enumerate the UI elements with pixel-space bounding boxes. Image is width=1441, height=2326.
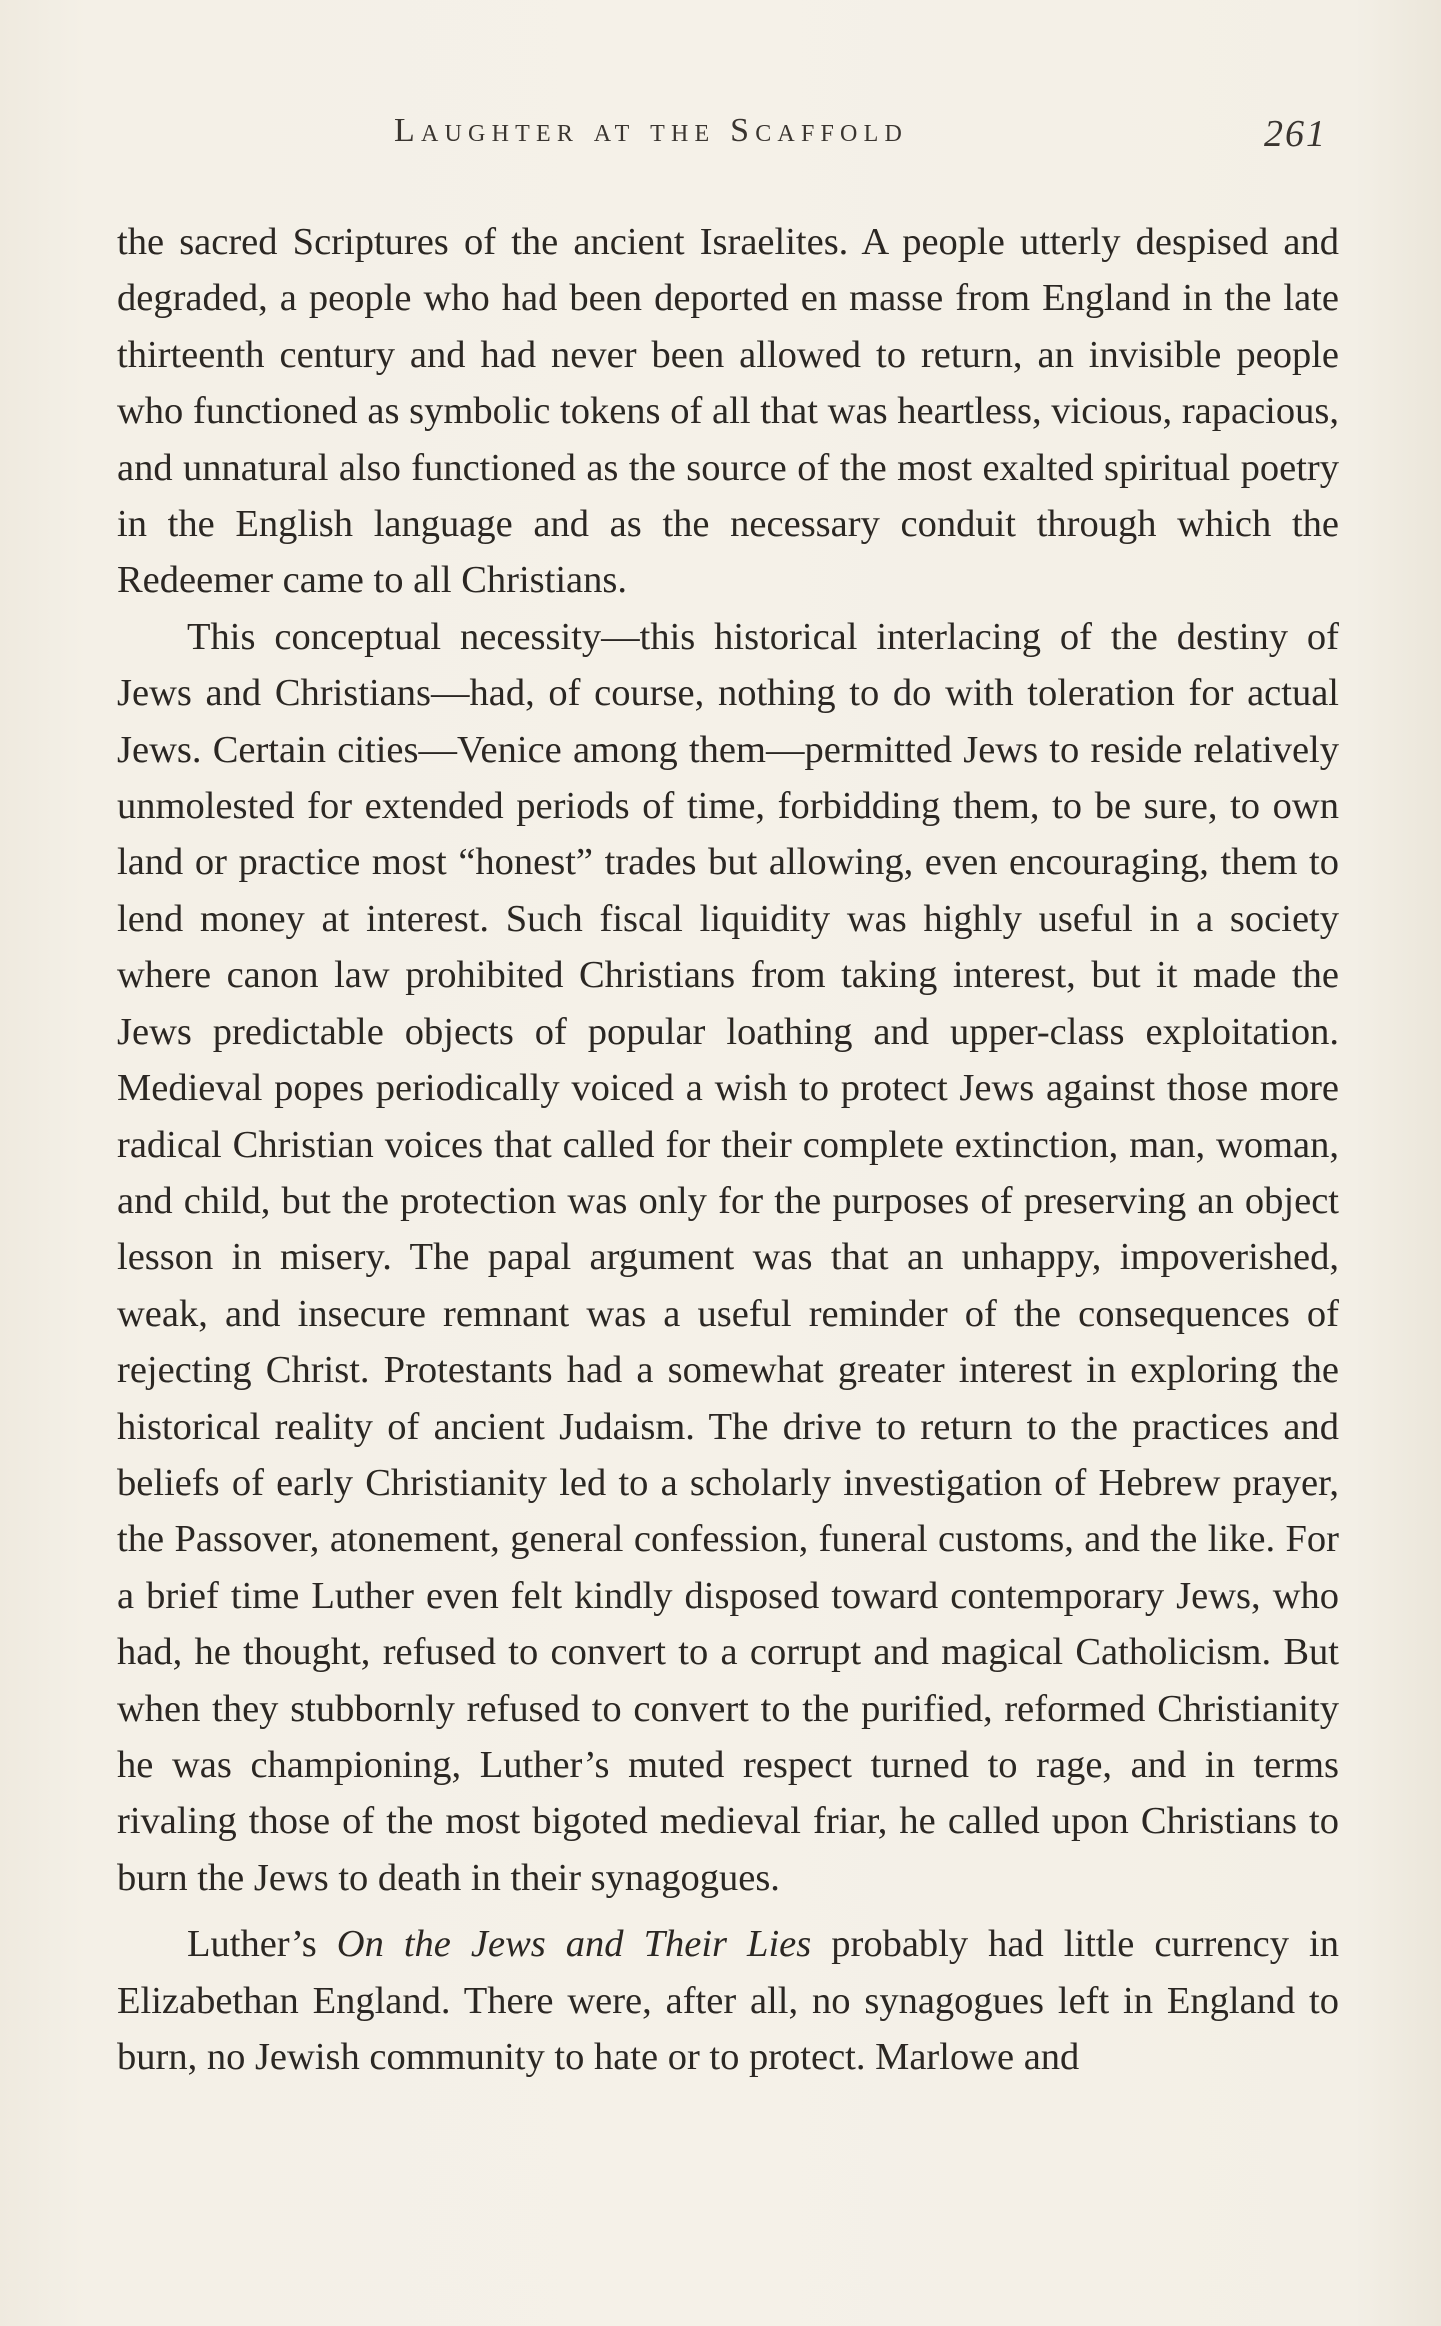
paragraph-continuation: the sacred Scriptures of the ancient Israelites. A people utterly despised and degraded, a people who had been deported en masse from England in the late thirteenth century and had never been allowed to return, an invisible people who functioned as symbolic tokens of all that was heartless, vicious, rapacious, and unnatural also functioned as the source of the most exalted spiritual poetry in the English language and as the necessary conduit through which the Redeemer came to all Christians. — [117, 221, 1339, 602]
running-head — [0, 112, 1441, 162]
paragraph-luther-rest: probably had little currency in Elizabethan England. There were, after all, no synagogues left in England to burn, no Jewish community to hate or to protect. Marlowe and — [117, 1923, 1339, 2078]
running-head-title: Laughter at the Scaffold — [394, 112, 908, 149]
paragraph-luther-lead: Luther’s — [187, 1923, 337, 1966]
paragraph-jews-and-christians: This conceptual necessity—this historical interlacing of the destiny of Jews and Christians—had, of course, nothing to do with toleration for actual Jews. Certain cities—Venice among them—permitted Jews to reside relatively unmolested for extended periods of time, forbidding them, to be sure, to own land or practice most “honest” trades but allowing, even encouraging, them to lend money at interest. Such fiscal liquidity was highly useful in a society where canon law prohibited Christians from taking interest, but it made the Jews predictable objects of popular loathing and upper-class exploitation. Medieval popes periodically voiced a wish to protect Jews against those more radical Christian voices that called for their complete extinction, man, woman, and child, but the protection was only for the purposes of preserving an object lesson in misery. The papal argument was that an unhappy, impoverished, weak, and insecure remnant was a useful reminder of the consequences of rejecting Christ. Protestants had a somewhat greater interest in exploring the historical reality of ancient Judaism. The drive to return to the practices and beliefs of early Christianity led to a scholarly investigation of Hebrew prayer, the Passover, atonement, general confession, funeral customs, and the like. For a brief time Luther even felt kindly disposed toward contemporary Jews, who had, he thought, refused to convert to a corrupt and magical Catholicism. But when they stubbornly refused to convert to the purified, reformed Christianity he was championing, Luther’s muted respect turned to rage, and in terms rivaling those of the most bigoted medieval friar, he called upon Christians to burn the Jews to death in their synagogues. — [117, 615, 1339, 1899]
book-title-italic: On the Jews and Their Lies — [336, 1923, 812, 1966]
paragraph-luther — [117, 1916, 1339, 2085]
body-text — [117, 214, 1339, 2085]
page-number: 261 — [1264, 113, 1327, 155]
